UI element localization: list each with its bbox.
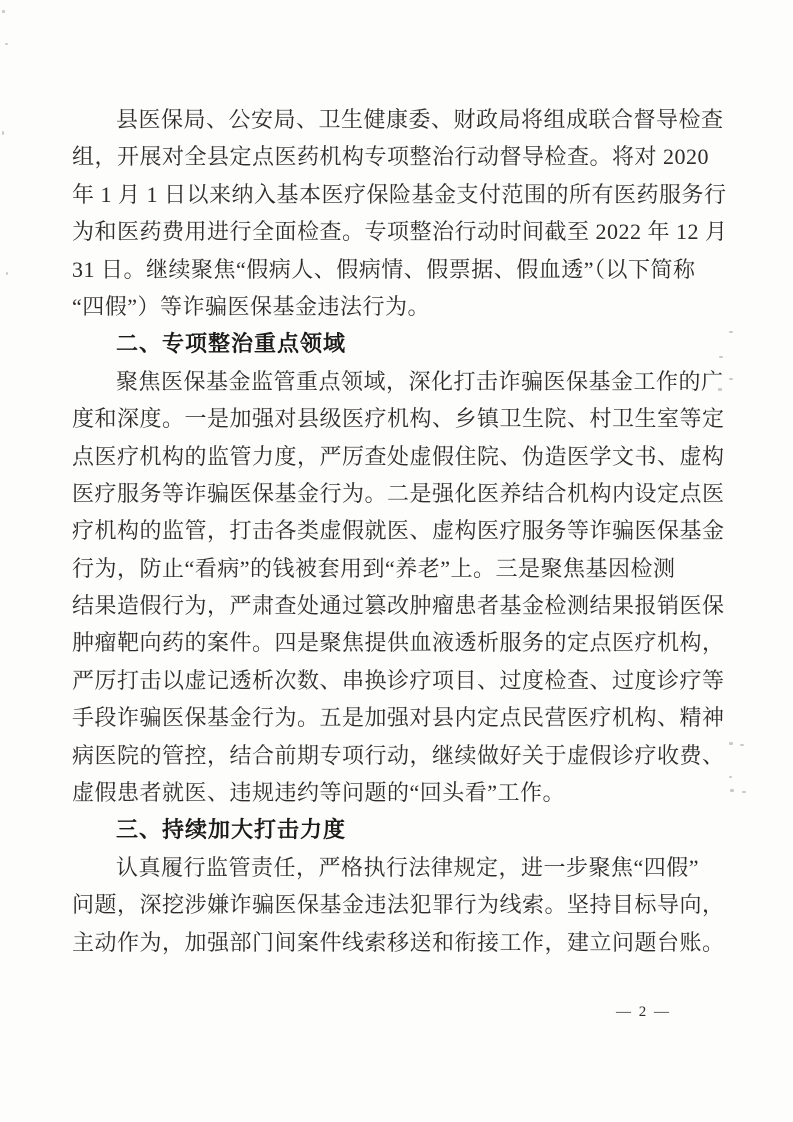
text-line: 组，开展对全县定点医药机构专项整治行动督导检查。将对 2020: [72, 144, 710, 170]
text-line: 严厉打击以虚记透析次数、串换诊疗项目、过度检查、过度诊疗等: [72, 667, 725, 693]
text-line: 行为，防止“看病”的钱被套用到“养老”上。三是聚焦基因检测: [72, 555, 676, 581]
text-line: 为和医药费用进行全面检查。专项整治行动时间截至 2022 年 12 月: [72, 219, 728, 245]
text-line: 虚假患者就医、违规违约等问题的“回头看”工作。: [72, 780, 566, 806]
scan-speck: [729, 776, 732, 778]
text-line: 聚焦医保基金监管重点领域，深化打击诈骗医保基金工作的广: [116, 368, 724, 394]
text-line: 年 1 月 1 日以来纳入基本医疗保险基金支付范围的所有医药服务行: [72, 181, 727, 207]
text-line: 结果造假行为，严肃查处通过篡改肿瘤患者基金检测结果报销医保: [72, 593, 725, 619]
section-heading: 二、专项整治重点领域: [116, 331, 347, 357]
scan-speck: [2, 10, 5, 13]
section-heading: 三、持续加大打击力度: [116, 817, 347, 843]
text-line: 认真履行监管责任，严格执行法律规定，进一步聚焦“四假”: [116, 854, 700, 880]
page-number: — 2 —: [616, 1004, 671, 1020]
text-line: 31 日。继续聚焦“假病人、假病情、假票据、假血透”（以下简称: [72, 256, 696, 282]
text-line: 疗机构的监管，打击各类虚假就医、虚构医疗服务等诈骗医保基金: [72, 518, 725, 544]
scan-speck: [719, 356, 723, 358]
text-line: 手段诈骗医保基金行为。五是加强对县内定点民营医疗机构、精神: [72, 705, 725, 731]
scan-speck: [742, 791, 746, 793]
scan-speck: [729, 742, 733, 745]
text-line: 点医疗机构的监管力度，严厉查处虚假住院、伪造医学文书、虚构: [72, 443, 725, 469]
paragraph: [72, 101, 728, 325]
scan-speck: [729, 378, 733, 380]
text-line: 县医保局、公安局、卫生健康委、财政局将组成联合督导检查: [116, 107, 724, 132]
paragraph: [72, 363, 725, 812]
scan-speck: [729, 331, 733, 333]
text-line: 病医院的管控，结合前期专项行动，继续做好关于虚假诊疗收费、: [72, 742, 725, 768]
text-line: 问题，深挖涉嫌诈骗医保基金违法犯罪行为线索。坚持目标导向，: [72, 892, 725, 918]
scan-speck: [740, 744, 744, 746]
scan-speck: [6, 272, 8, 275]
document-body: [72, 101, 728, 961]
text-line: “四假”）等诈骗医保基金违法行为。: [72, 293, 431, 319]
scan-speck: [2, 131, 4, 135]
scan-speck: [730, 789, 734, 792]
text-line: 主动作为，加强部门间案件线索移送和衔接工作，建立问题台账。: [72, 929, 725, 955]
text-line: 医疗服务等诈骗医保基金行为。二是强化医养结合机构内设定点医: [72, 480, 725, 506]
paragraph: [72, 849, 725, 961]
text-line: 肿瘤靶向药的案件。四是聚焦提供血液透析服务的定点医疗机构，: [72, 630, 725, 656]
scan-speck: [5, 43, 8, 45]
text-line: 度和深度。一是加强对县级医疗机构、乡镇卫生院、村卫生室等定: [72, 406, 725, 432]
